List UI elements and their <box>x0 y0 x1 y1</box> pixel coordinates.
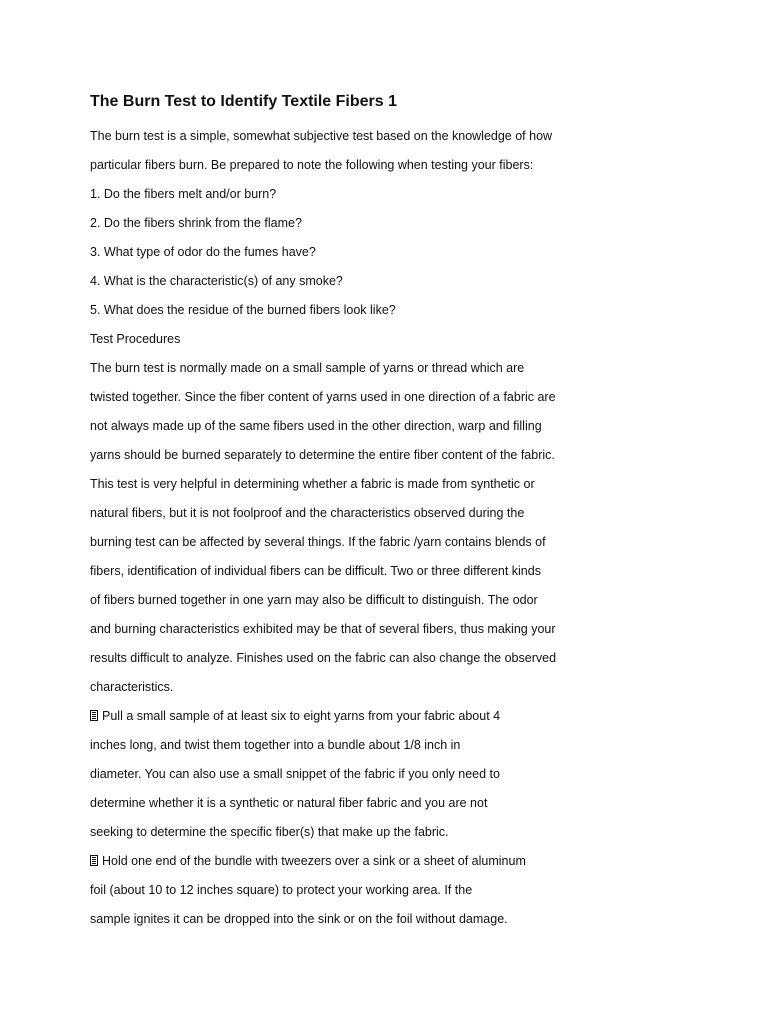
body-line: natural fibers, but it is not foolproof and the characteristics observed during the <box>90 506 525 520</box>
bullet-item <box>90 853 526 869</box>
body-line: yarns should be burned separately to determine the entire fiber content of the fabric. <box>90 448 555 462</box>
bullet-glyph-icon <box>90 710 98 721</box>
body-line: fibers, identification of individual fibers can be difficult. Two or three different kinds <box>90 564 541 578</box>
body-line: and burning characteristics exhibited may be that of several fibers, thus making your <box>90 622 556 636</box>
bullet-continuation: sample ignites it can be dropped into the sink or on the foil without damage. <box>90 912 508 926</box>
bullet-glyph-icon <box>90 855 98 866</box>
document-title: The Burn Test to Identify Textile Fibers 1 <box>90 93 398 110</box>
body-line: characteristics. <box>90 680 174 694</box>
bullet-continuation: seeking to determine the specific fiber(s) that make up the fabric. <box>90 825 449 839</box>
body-line: not always made up of the same fibers used in the other direction, warp and filling <box>90 419 542 433</box>
bullet-continuation: inches long, and twist them together into a bundle about 1/8 inch in <box>90 738 461 752</box>
body-line: burning test can be affected by several things. If the fabric /yarn contains blends of <box>90 535 546 549</box>
bullet-text: Hold one end of the bundle with tweezers over a sink or a sheet of aluminum <box>102 854 526 868</box>
section-heading: Test Procedures <box>90 332 181 346</box>
body-line: twisted together. Since the fiber content of yarns used in one direction of a fabric are <box>90 390 556 404</box>
bullet-continuation: foil (about 10 to 12 inches square) to protect your working area. If the <box>90 883 473 897</box>
body-line: particular fibers burn. Be prepared to note the following when testing your fibers: <box>90 158 534 172</box>
list-item: 3. What type of odor do the fumes have? <box>90 245 316 259</box>
body-line: of fibers burned together in one yarn may also be difficult to distinguish. The odor <box>90 593 538 607</box>
list-item: 5. What does the residue of the burned fibers look like? <box>90 303 396 317</box>
bullet-continuation: diameter. You can also use a small snippet of the fabric if you only need to <box>90 767 500 781</box>
body-line: results difficult to analyze. Finishes used on the fabric can also change the observed <box>90 651 557 665</box>
body-line: This test is very helpful in determining whether a fabric is made from synthetic or <box>90 477 535 491</box>
bullet-continuation: determine whether it is a synthetic or natural fiber fabric and you are not <box>90 796 488 810</box>
bullet-item <box>90 708 500 724</box>
list-item: 1. Do the fibers melt and/or burn? <box>90 187 277 201</box>
list-item: 2. Do the fibers shrink from the flame? <box>90 216 302 230</box>
body-line: The burn test is normally made on a small sample of yarns or thread which are <box>90 361 525 375</box>
body-line: The burn test is a simple, somewhat subjective test based on the knowledge of how <box>90 129 553 143</box>
list-item: 4. What is the characteristic(s) of any smoke? <box>90 274 343 288</box>
bullet-text: Pull a small sample of at least six to eight yarns from your fabric about 4 <box>102 709 501 723</box>
